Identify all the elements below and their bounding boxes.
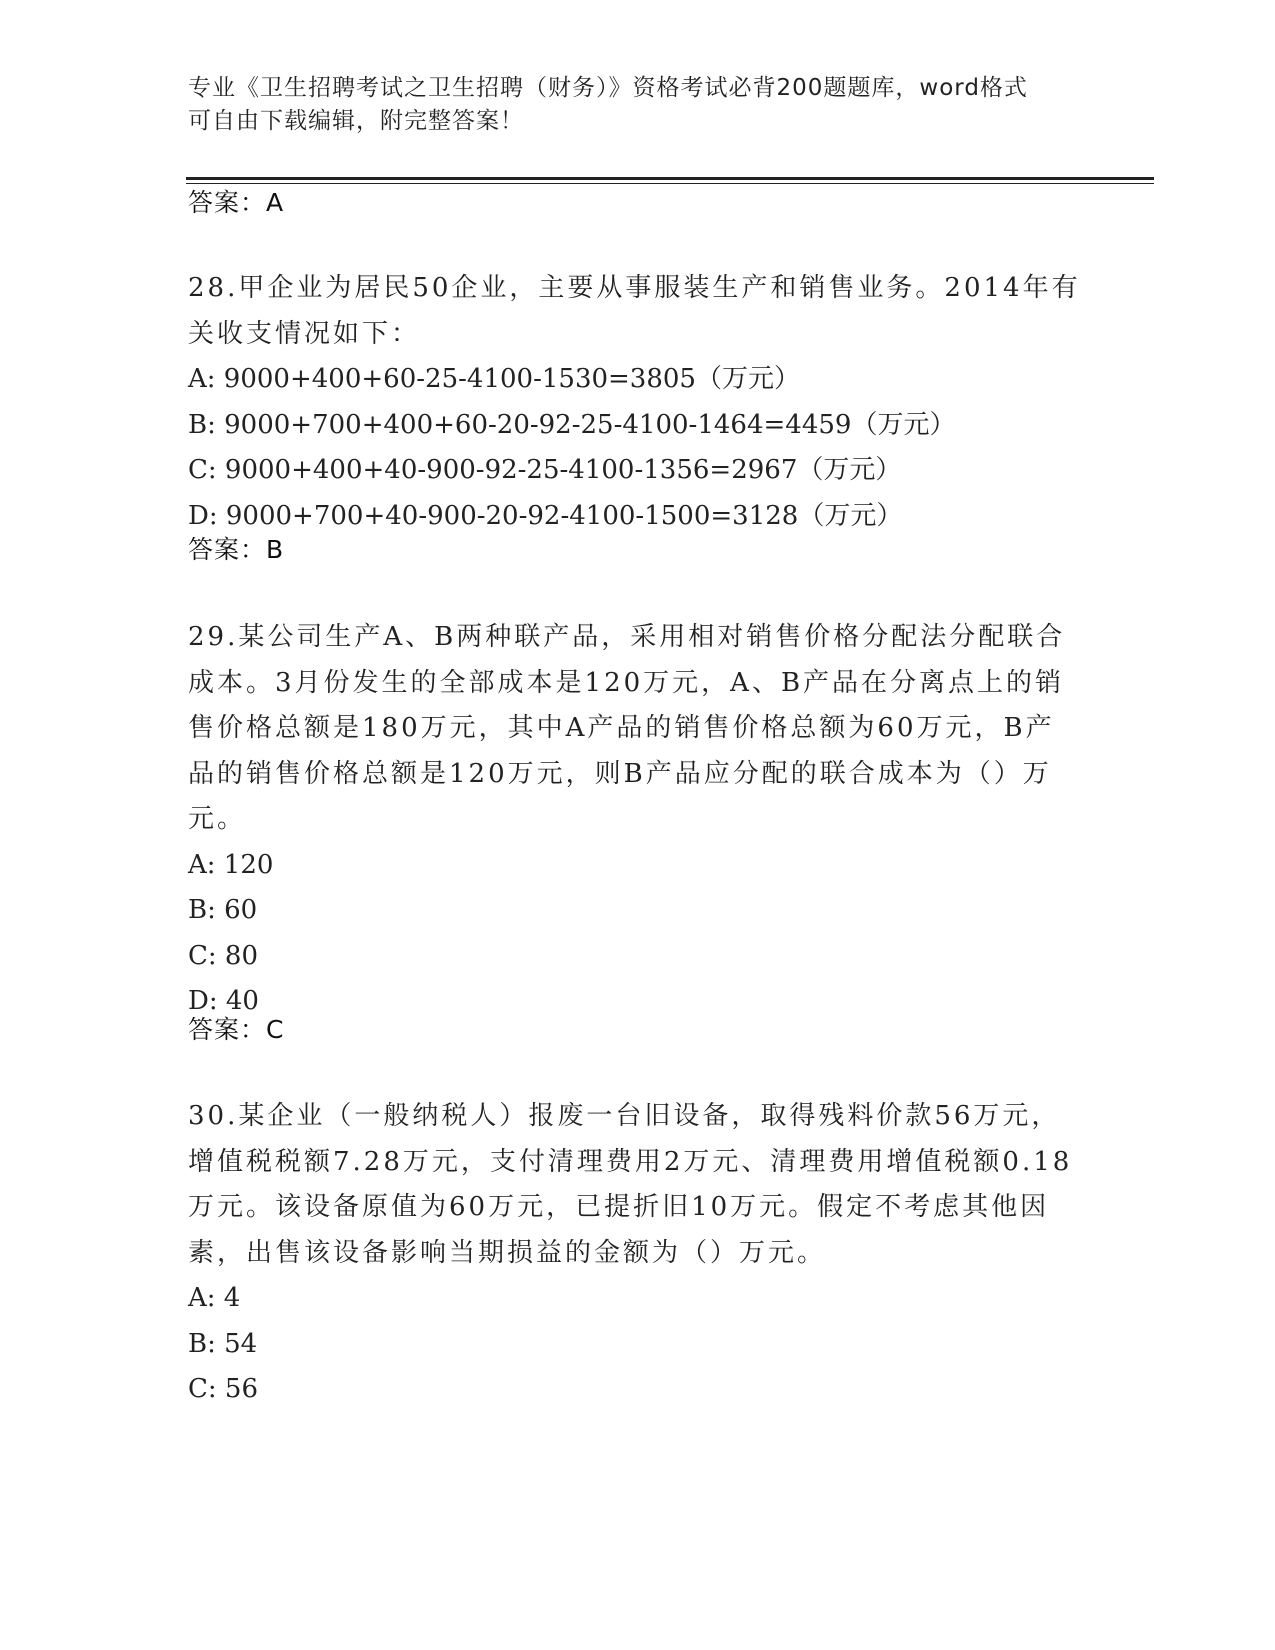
question-text-line: 元。 [188,804,247,834]
option-c: C: 9000+400+40-900-92-25-4100-1356=2967（万元） [188,455,902,485]
header-line-2: 可自由下载编辑，附完整答案！ [188,108,524,134]
question-text-line: 28.甲企业为居民50企业，主要从事服装生产和销售业务。2014年有 [188,273,1081,303]
option-a: A: 120 [188,849,274,880]
header-divider-thick [186,177,1154,180]
question-text-line: 成本。3月份发生的全部成本是120万元，A、B产品在分离点上的销 [188,667,1065,698]
question-text-line: 素，出售该设备影响当期损益的金额为（）万元。 [188,1237,827,1268]
option-d: D: 40 [188,986,259,1016]
header-divider-thin [186,183,1154,184]
header-line-1: 专业《卫生招聘考试之卫生招聘（财务）》资格考试必背200题题库，word格式 [188,75,1028,101]
option-d: D: 9000+700+40-900-20-92-4100-1500=3128（万元） [188,500,903,531]
option-b: B: 60 [188,895,258,925]
question-text-line: 品的销售价格总额是120万元，则B产品应分配的联合成本为（）万 [188,758,1052,789]
question-text-line: 万元。该设备原值为60万元，已提折旧10万元。假定不考虑其他因 [188,1192,1050,1222]
option-c: C: 56 [188,1374,259,1404]
option-b: B: 9000+700+400+60-20-92-25-4100-1464=4459（万元） [188,409,956,440]
question-30 [188,1094,1088,1413]
question-text-line: 30.某企业（一般纳税人）报废一台旧设备，取得残料价款56万元， [188,1101,1061,1131]
question-28 [188,266,1088,539]
question-text-line: 售价格总额是180万元，其中A产品的销售价格总额为60万元，B产 [188,713,1055,743]
option-c: C: 80 [188,940,259,971]
option-b: B: 54 [188,1328,258,1359]
question-29 [188,615,1088,1025]
question-text-line: 增值税税额7.28万元，支付清理费用2万元、清理费用增值税额0.18 [188,1146,1073,1177]
question-text-line: 29.某公司生产A、B两种联产品，采用相对销售价格分配法分配联合 [188,622,1066,652]
option-a: A: 9000+400+60-25-4100-1530=3805（万元） [188,364,800,394]
answer-previous: 答案：A [188,188,285,217]
option-a: A: 4 [188,1283,241,1313]
answer-29: 答案：C [188,1015,285,1044]
answer-28: 答案：B [188,535,285,564]
document-header [188,72,1068,138]
question-text-line: 关收支情况如下： [188,318,421,349]
